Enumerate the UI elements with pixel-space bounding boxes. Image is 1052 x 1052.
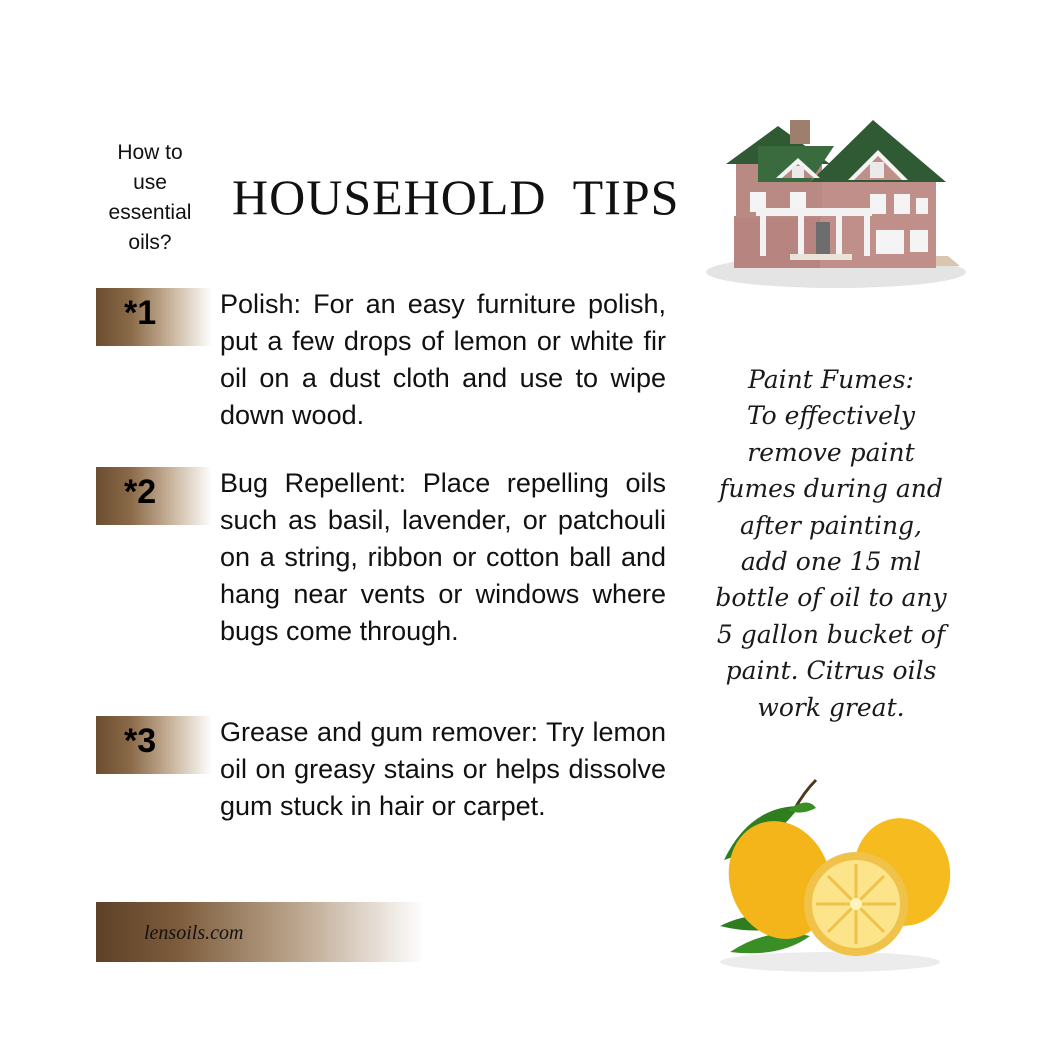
subtitle-line: oils? xyxy=(128,231,172,254)
tip-number-badge xyxy=(96,288,212,346)
note-line: 5 gallon bucket of xyxy=(716,619,946,649)
tip-number-badge xyxy=(96,467,212,525)
note-line: bottle of oil to any xyxy=(715,583,947,613)
note-line: remove paint xyxy=(747,437,915,467)
website-link[interactable]: lensoils.com xyxy=(144,922,244,944)
subtitle-line: use xyxy=(133,171,167,194)
subtitle-line: How to xyxy=(117,141,183,164)
note-line: fumes during and xyxy=(719,474,943,504)
subtitle-line: essential xyxy=(108,201,192,224)
paint-fumes-note xyxy=(700,362,962,726)
tip-text: Grease and gum remover: Try lemon oil on greasy stains or helps dissolve gum stuck in hair or carpet. xyxy=(220,717,666,821)
tip-text: Polish: For an easy furniture polish, put a few drops of lemon or white fir oil on a dust cloth and use to wipe down wood. xyxy=(220,289,666,430)
tip-number: *1 xyxy=(124,294,157,332)
lemons-illustration xyxy=(690,776,960,976)
tip-number: *3 xyxy=(124,722,157,760)
note-line: after painting, xyxy=(740,510,922,540)
subtitle-question xyxy=(96,138,204,258)
note-line: paint. Citrus oils xyxy=(725,656,937,686)
tip-number: *2 xyxy=(124,473,157,511)
note-line: add one 15 ml xyxy=(740,547,922,577)
footer-banner xyxy=(96,902,424,962)
note-line: work great. xyxy=(757,692,905,722)
note-line: To effectively xyxy=(746,401,916,431)
tip-number-badge xyxy=(96,716,212,774)
page-title: HOUSEHOLD TIPS xyxy=(232,169,680,225)
note-line: Paint Fumes: xyxy=(748,365,914,394)
house-illustration xyxy=(698,106,974,290)
tip-text: Bug Repellent: Place repelling oils such as basil, lavender, or patchouli on a string, ribbon or cotton ball and hang near vents or windows where bugs come through. xyxy=(220,468,666,646)
